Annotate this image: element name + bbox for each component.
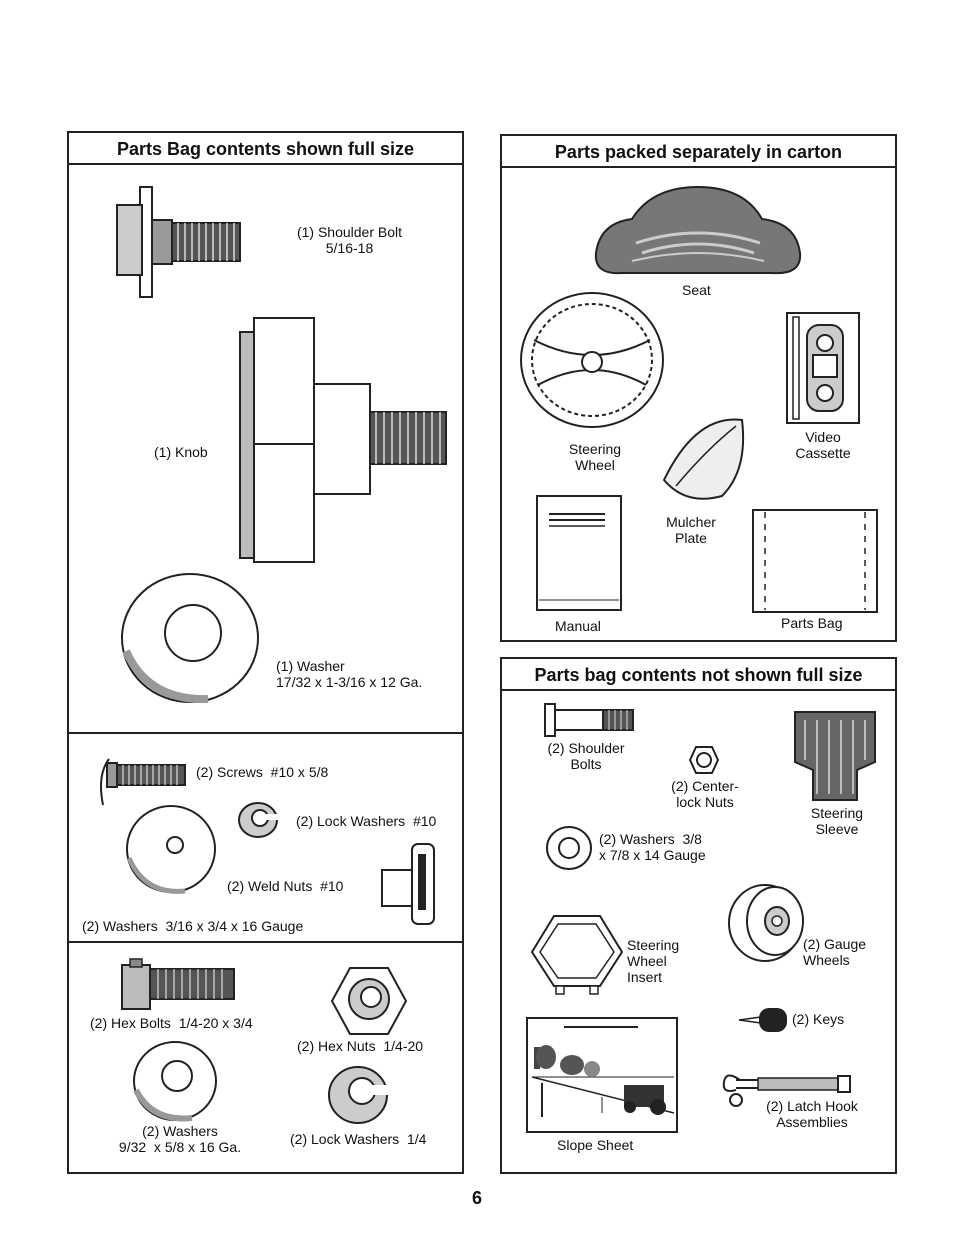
slope-sheet-illustration	[526, 1017, 678, 1133]
panel-title: Parts packed separately in carton	[502, 136, 895, 168]
shoulder-bolts-label: (2) Shoulder Bolts	[547, 740, 625, 772]
steering-wheel-insert-illustration	[530, 914, 624, 996]
divider	[69, 941, 462, 943]
screws-label: (2) Screws #10 x 5/8	[196, 764, 329, 780]
knob-illustration	[236, 316, 448, 564]
steering-wheel-illustration	[518, 290, 666, 430]
lock-washer-14-illustration	[326, 1063, 390, 1127]
washer-38-illustration	[545, 825, 593, 871]
keys-label: (2) Keys	[792, 1011, 845, 1027]
washers-38-label: (2) Washers 3/8 x 7/8 x 14 Gauge	[599, 831, 706, 863]
lock-washers-10-label: (2) Lock Washers #10	[296, 813, 437, 829]
lock-washers-14-label: (2) Lock Washers 1/4	[290, 1131, 427, 1147]
knob-label: (1) Knob	[154, 444, 208, 460]
washer-label: (1) Washer 17/32 x 1-3/16 x 12 Ga.	[276, 658, 423, 690]
key-icon	[737, 1005, 789, 1035]
center-lock-nuts-label: (2) Center- lock Nuts	[671, 778, 739, 810]
steering-sleeve-label: Steering Sleeve	[810, 805, 864, 837]
mulcher-plate-illustration	[656, 410, 750, 506]
panel-title: Parts bag contents not shown full size	[502, 659, 895, 691]
steering-sleeve-illustration	[793, 710, 877, 802]
shoulder-bolt-label: (1) Shoulder Bolt 5/16-18	[296, 224, 403, 256]
hex-nut-illustration	[330, 966, 408, 1036]
steering-wheel-label: Steering Wheel	[568, 441, 622, 473]
small-washer-illustration	[125, 803, 217, 895]
steering-wheel-insert-label: Steering Wheel Insert	[627, 937, 680, 985]
seat-illustration	[592, 183, 804, 278]
page-number: 6	[471, 1188, 482, 1208]
weld-nut-illustration	[380, 840, 440, 930]
video-cassette-label: Video Cassette	[795, 429, 851, 461]
divider	[69, 732, 462, 734]
washer-932-illustration	[132, 1040, 218, 1122]
hex-bolt-illustration	[118, 957, 238, 1013]
video-cassette-illustration	[785, 311, 861, 425]
gauge-wheel-illustration	[725, 881, 809, 965]
shoulder-bolt-illustration	[112, 185, 247, 300]
mulcher-plate-label: Mulcher Plate	[666, 514, 716, 546]
parts-bag-illustration	[751, 508, 879, 614]
latch-hook-label: (2) Latch Hook Assemblies	[766, 1098, 858, 1130]
screw-illustration	[95, 757, 190, 807]
washers-316-label: (2) Washers 3/16 x 3/4 x 16 Gauge	[82, 918, 304, 934]
shoulder-bolts-illustration	[543, 702, 635, 738]
lock-washer-illustration	[236, 800, 280, 840]
washers-932-label: (2) Washers 9/32 x 5/8 x 16 Ga.	[118, 1123, 242, 1155]
manual-illustration	[535, 494, 623, 612]
panel-title: Parts Bag contents shown full size	[69, 133, 462, 165]
seat-label: Seat	[682, 282, 711, 298]
slope-sheet-label: Slope Sheet	[557, 1137, 634, 1153]
hex-bolts-label: (2) Hex Bolts 1/4-20 x 3/4	[90, 1015, 253, 1031]
hex-nuts-label: (2) Hex Nuts 1/4-20	[297, 1038, 424, 1054]
gauge-wheels-label: (2) Gauge Wheels	[803, 936, 867, 968]
center-lock-nut-illustration	[688, 745, 720, 775]
manual-label: Manual	[555, 618, 601, 634]
washer-illustration	[118, 571, 263, 706]
parts-bag-label: Parts Bag	[781, 615, 843, 631]
weld-nuts-label: (2) Weld Nuts #10	[227, 878, 344, 894]
